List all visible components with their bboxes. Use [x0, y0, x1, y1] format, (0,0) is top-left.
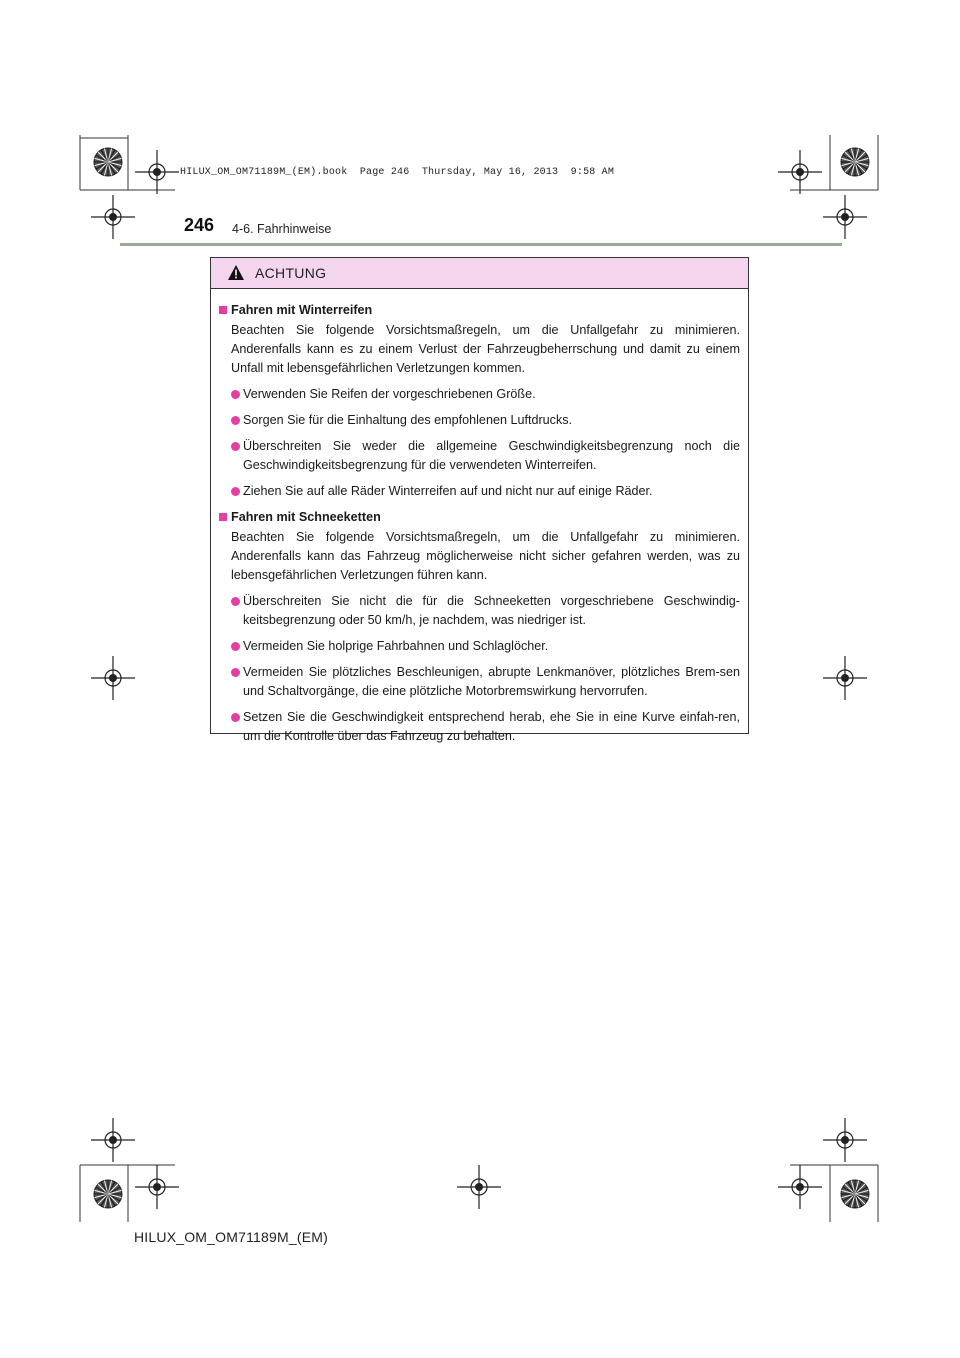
list-item: Setzen Sie die Geschwindigkeit entsprechend herab, ehe Sie in eine Kurve einfah-ren, um die Kontrolle über das Fahrzeug zu behalten.	[219, 708, 740, 746]
square-bullet-icon	[219, 513, 227, 521]
bullet-dot-icon	[231, 713, 240, 722]
crosshair-target-icon	[823, 195, 867, 239]
starburst-target-icon	[94, 1180, 122, 1208]
crosshair-target-icon	[91, 1118, 135, 1162]
bullet-dot-icon	[231, 668, 240, 677]
warning-box	[210, 257, 749, 743]
crosshair-target-icon	[457, 1165, 501, 1209]
crosshair-target-icon	[778, 150, 822, 194]
print-info-line: HILUX_OM_OM71189M_(EM).book Page 246 Thursday, May 16, 2013 9:58 AM	[180, 167, 615, 178]
list-item: Verwenden Sie Reifen der vorgeschriebenen Größe.	[219, 385, 740, 404]
list-item: Überschreiten Sie weder die allgemeine Geschwindigkeitsbegrenzung noch die Geschwindigkeitsbegrenzung für die verwendeten Winterreifen.	[219, 437, 740, 475]
header-rule	[120, 243, 842, 246]
warning-title: ACHTUNG	[255, 265, 327, 281]
crosshair-target-icon	[823, 1118, 867, 1162]
crosshair-target-icon	[135, 1165, 179, 1209]
square-bullet-icon	[219, 306, 227, 314]
warning-triangle-icon	[227, 264, 245, 281]
crosshair-target-icon	[91, 195, 135, 239]
warning-body	[211, 289, 748, 746]
section-heading: Fahren mit Winterreifen	[219, 301, 740, 320]
crosshair-target-icon	[135, 150, 179, 194]
list-item: Überschreiten Sie nicht die für die Schneeketten vorgeschriebene Geschwindig-keitsbegrenzung oder 50 km/h, je nachdem, was niedriger ist.	[219, 592, 740, 630]
bullet-dot-icon	[231, 642, 240, 651]
section-title: 4-6. Fahrhinweise	[232, 222, 332, 236]
section-intro: Beachten Sie folgende Vorsichtsmaßregeln, um die Unfallgefahr zu minimieren. Anderenfalls kann es zu einem Verlust der Fahrzeugbeherrschung und damit zu einem Unfall mit lebensgefährlichen Verletzungen kommen.	[231, 323, 740, 375]
bullet-dot-icon	[231, 416, 240, 425]
bullet-dot-icon	[231, 487, 240, 496]
list-item: Sorgen Sie für die Einhaltung des empfohlenen Luftdrucks.	[219, 411, 740, 430]
bullet-dot-icon	[231, 597, 240, 606]
list-item: Vermeiden Sie holprige Fahrbahnen und Schlaglöcher.	[219, 637, 740, 656]
crosshair-target-icon	[778, 1165, 822, 1209]
starburst-target-icon	[841, 148, 869, 176]
starburst-target-icon	[841, 1180, 869, 1208]
page-number: 246	[184, 215, 215, 235]
section-heading: Fahren mit Schneeketten	[219, 508, 740, 527]
crosshair-target-icon	[91, 656, 135, 700]
section-intro: Beachten Sie folgende Vorsichtsmaßregeln, um die Unfallgefahr zu minimieren. Anderenfalls kann das Fahrzeug möglicherweise nicht sicher gefahren werden, was zu lebensgefährlichen Verletzungen führen kann.	[231, 530, 740, 582]
crosshair-target-icon	[823, 656, 867, 700]
list-item: Ziehen Sie auf alle Räder Winterreifen auf und nicht nur auf einige Räder.	[219, 482, 740, 501]
bullet-dot-icon	[231, 442, 240, 451]
bullet-dot-icon	[231, 390, 240, 399]
starburst-target-icon	[94, 148, 122, 176]
list-item: Vermeiden Sie plötzliches Beschleunigen, abrupte Lenkmanöver, plötzliches Brem-sen und Schaltvorgänge, die eine plötzliche Motorbremswirkung hervorrufen.	[219, 663, 740, 701]
footer-document-code: HILUX_OM_OM71189M_(EM)	[134, 1229, 328, 1245]
warning-header	[211, 258, 748, 289]
